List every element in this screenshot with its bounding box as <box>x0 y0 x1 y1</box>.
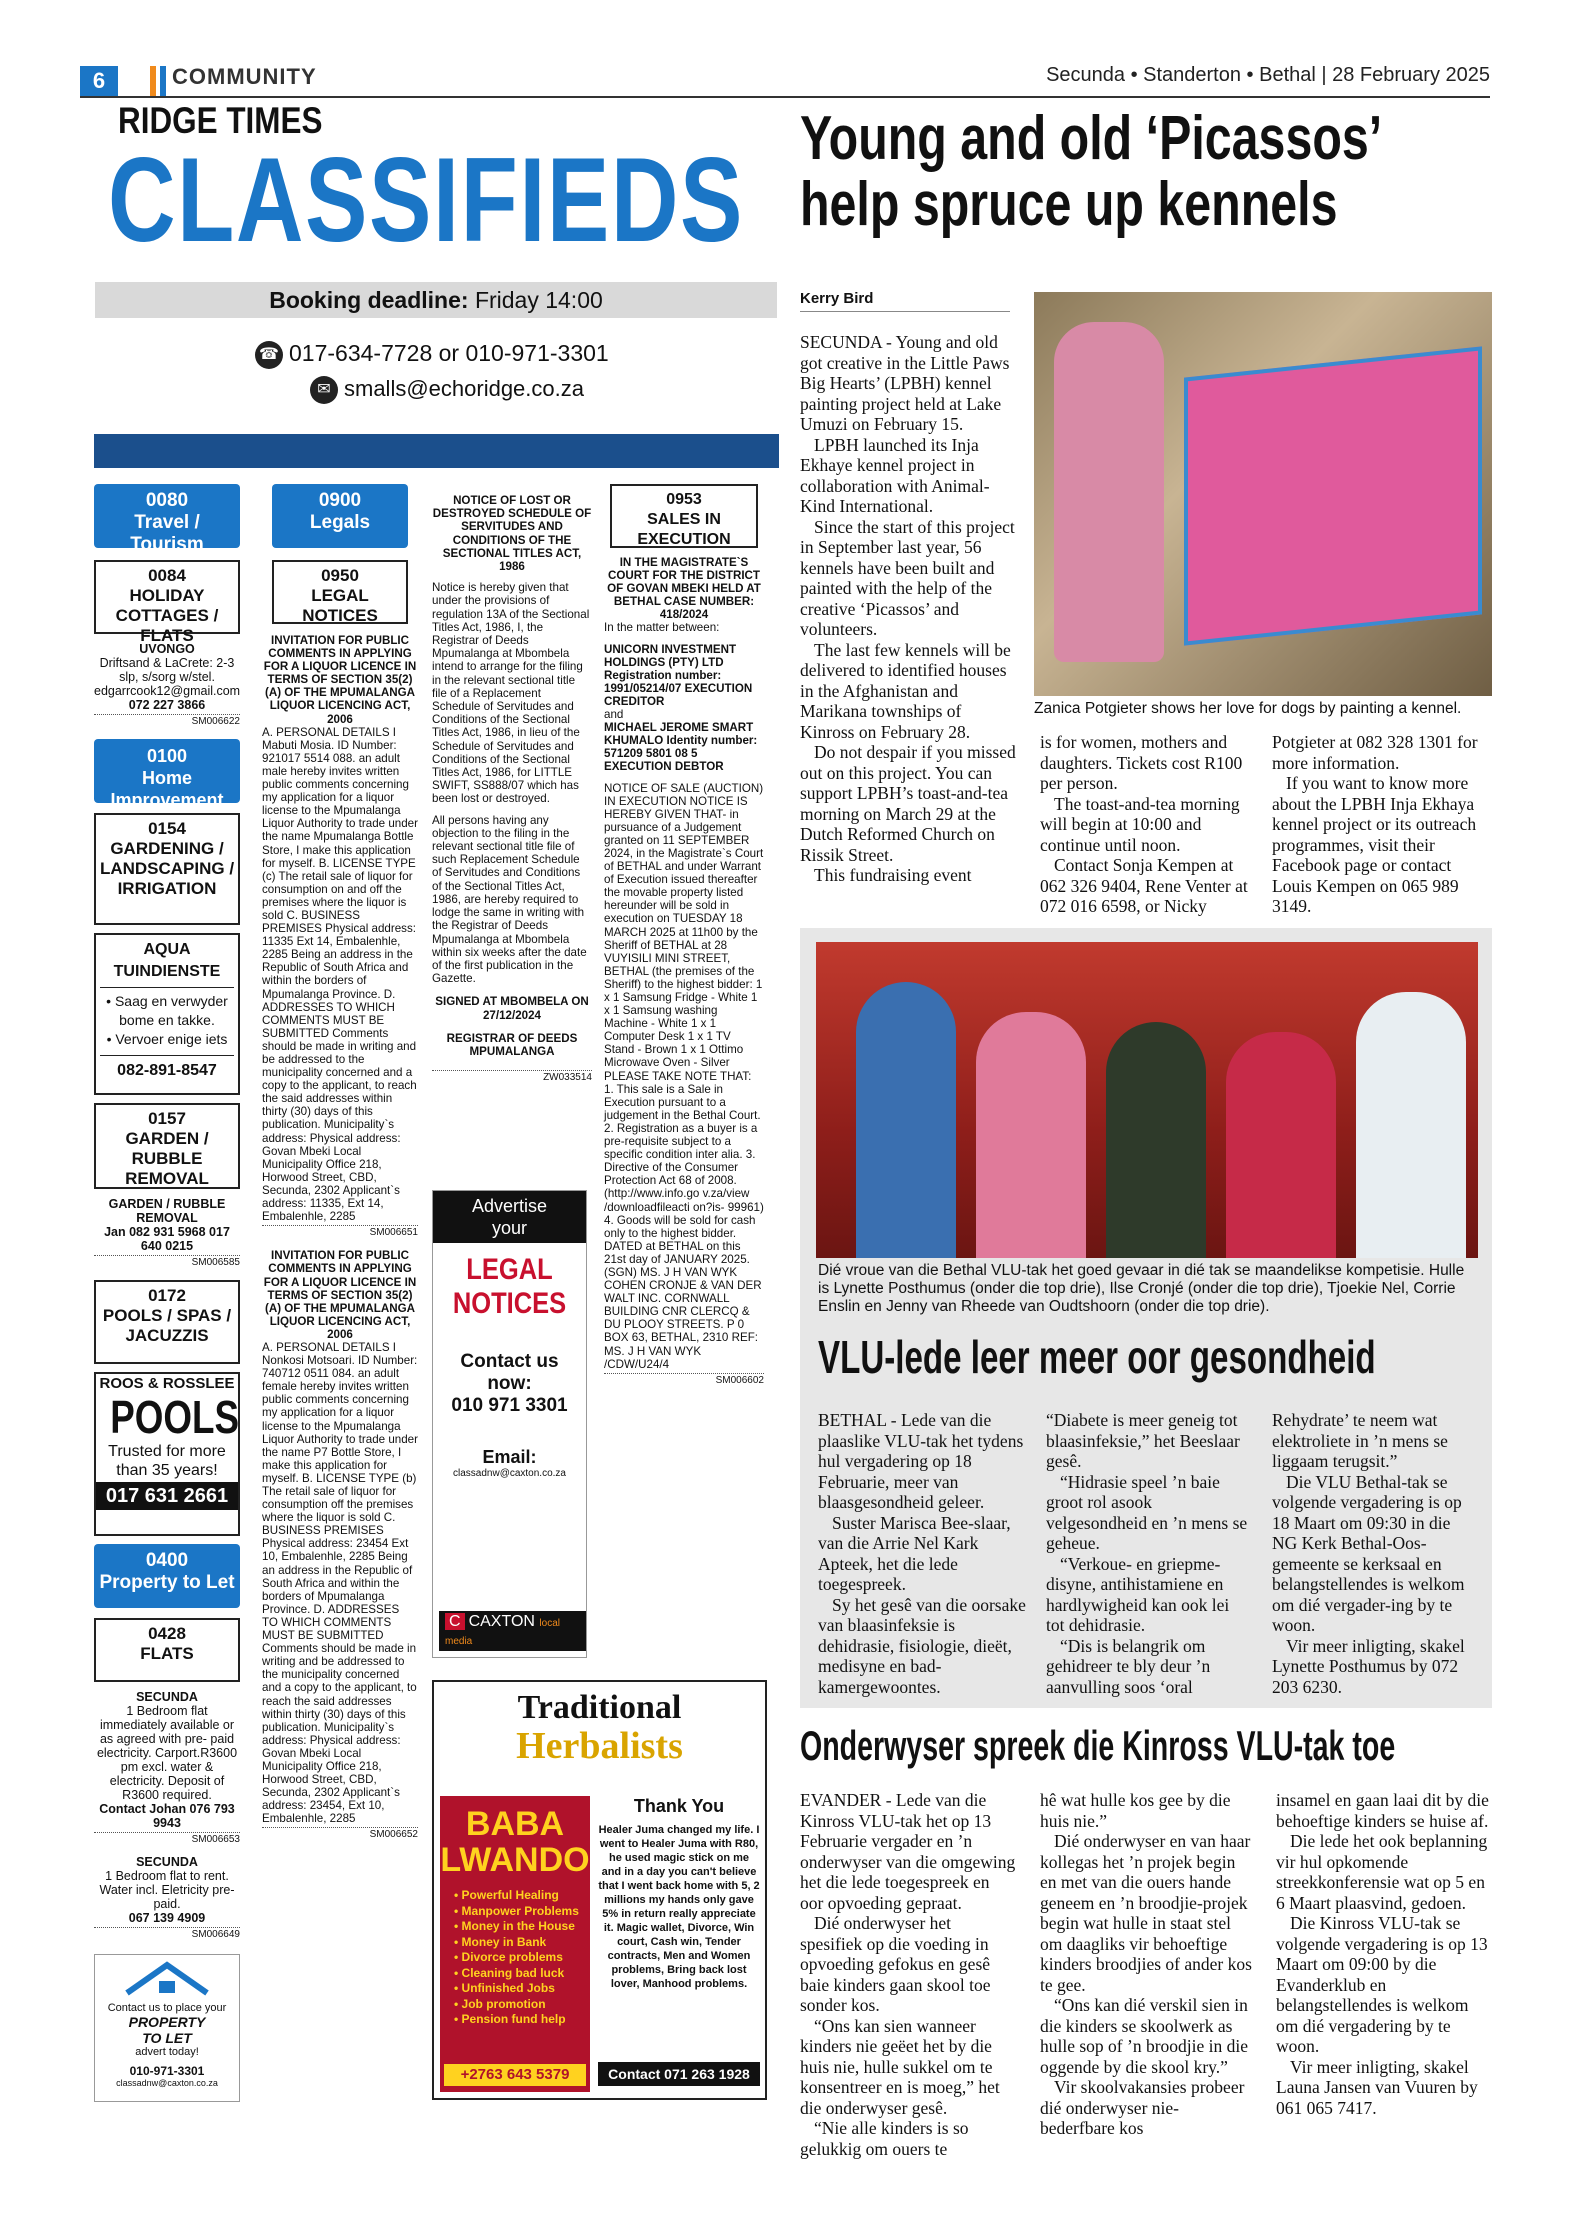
ad-uvongo <box>94 642 240 729</box>
ad-ref: SM006585 <box>94 1255 240 1270</box>
ad-email: classadnw@caxton.co.za <box>116 2078 218 2088</box>
ad-pools <box>94 1372 240 1536</box>
paragraph: Dié onderwyser en van haar kollegas het ’n projek begin en met van die ouers hande geneem en ’n broodjie-projek begin wat hulle in staat stel om daagliks vir behoeftige kinders broodjies of ander kos te gee. <box>1040 1831 1252 1995</box>
woman-figure <box>1226 1032 1336 1258</box>
ad-text: Driftsand & LaCrete: 2-3 slp, s/sorg w/stel. edgarrcook12@gmail.com <box>94 656 241 698</box>
paragraph: The toast-and-tea morning will begin at 10:00 and continue until noon. <box>1040 793 1240 855</box>
notice-ref: SM006652 <box>262 1827 418 1841</box>
headline-picassos <box>800 106 1471 238</box>
ad-phone: 067 139 4909 <box>128 1911 206 1925</box>
category-0080: 0080 Travel / Tourism <box>94 484 240 548</box>
ad-word: POOLS <box>110 1391 240 1443</box>
paragraph: “Ons kan dié verskil sien in die kinders se skoolwerk as hulle sop of ’n broodjie in die oggende by die skool kry.” <box>1040 1995 1249 2077</box>
ad-phone: Jan 082 931 5968 017 640 0215 <box>104 1225 230 1253</box>
article-text <box>818 1410 1026 1697</box>
divider <box>100 1055 234 1056</box>
ad-title: GARDEN / RUBBLE REMOVAL <box>108 1197 226 1225</box>
paragraph: Contact Sonja Kempen at 062 326 9404, Rene Venter at 072 016 6598, or Nicky <box>1040 855 1248 916</box>
paragraph: Suster Marisca Bee-slaar, van die Arrie Nel Kark Apteek, het die lede toegespreek. <box>818 1512 1011 1594</box>
brand: CAXTON <box>468 1613 535 1630</box>
paragraph: LPBH launched its Inja Ekhaye kennel project in collaboration with Animal-Kind International. <box>800 434 990 516</box>
contact-phone <box>255 340 609 369</box>
woman-figure <box>856 982 956 1258</box>
subcategory-0953: 0953 SALES IN EXECUTION <box>610 484 758 548</box>
category-0900: 0900 Legals <box>272 484 408 548</box>
classifieds-col-1 <box>94 484 240 2102</box>
ad-text: 1 Bedroom flat to rent. Water incl. Eletricity pre-paid. <box>99 1869 235 1911</box>
kennel-photo <box>1034 292 1492 696</box>
ad-phone: 010-971-3301 <box>129 2064 205 2078</box>
ad-property-to-let <box>94 1954 240 2102</box>
lost-schedule-notice <box>432 494 592 1084</box>
notice-body: MICHAEL JEROME SMART KHUMALO Identity number: 571209 5801 08 5 EXECUTION DEBTOR <box>604 721 758 774</box>
paragraph: insamel en gaan laai dit by die behoeftige kinders se huise af. <box>1276 1790 1489 1831</box>
booking-deadline <box>95 282 777 318</box>
phone-number: 017-634-7728 or 010-971-3301 <box>289 340 609 366</box>
notice-body: UNICORN INVESTMENT HOLDINGS (PTY) LTD Registration number: 1991/05214/07 EXECUTION CREDITOR <box>604 642 753 708</box>
ad-contact: Contact Johan 076 793 9943 <box>99 1802 235 1830</box>
ad-brand: ROOS & ROSSLEE <box>99 1375 235 1392</box>
ad-header <box>434 1682 765 1790</box>
contact-email <box>310 376 584 404</box>
publication-name: RIDGE TIMES <box>118 100 323 141</box>
envelope-icon: ✉ <box>310 376 338 404</box>
notice-ref: ZW033514 <box>432 1070 592 1084</box>
sale-in-execution-notice <box>604 556 764 1387</box>
ad-big-word: LEGAL <box>466 1253 553 1286</box>
caxton-logo <box>439 1611 586 1651</box>
ad-text: 1 Bedroom flat immediately available or as agreed with pre- paid electricity. Carport.R3600 pm excl. water & electricity. Deposit of R3600 required. <box>96 1704 238 1802</box>
accent-bar-orange <box>150 66 156 96</box>
service-item: • Job promotion <box>454 1996 546 2011</box>
subcategory-0157: 0157 GARDEN / RUBBLE REMOVAL <box>94 1103 240 1189</box>
ad-email-label: Email: <box>482 1447 537 1467</box>
blue-band <box>94 434 779 468</box>
healer-name: LWANDO <box>440 1841 590 1879</box>
page-number: 6 <box>80 66 118 96</box>
subcategory-0154: 0154 GARDENING / LANDSCAPING / IRRIGATION <box>94 813 240 925</box>
woman-figure <box>976 1012 1086 1258</box>
notice-body: and <box>604 708 624 722</box>
paragraph: “Verkoue- en griepme-disyne, antihistamiene en hardlywigheid kan ook lei tot dehidrasie. <box>1046 1553 1230 1635</box>
article1-col3 <box>1272 732 1492 917</box>
classifieds-col-3 <box>432 494 592 1084</box>
article3-col3 <box>1276 1790 1490 2118</box>
ad-aqua <box>94 933 240 1095</box>
header-rule <box>80 96 1490 98</box>
subcategory-0950: 0950 LEGAL NOTICES <box>272 560 408 624</box>
notice-body: Notice is hereby given that under the provisions of regulation 13A of the Sectional Titles Act, 1986, I, the Registrar of Deeds Mpumalanga at Mbombela intend to arrange for the filing in the relevant sectional title file of a Replacement Schedule of Servitudes and Conditions of the Sectional Titles Act, 1986, in lieu of the Schedule of Servitudes and Conditions of the Sectional Titles Act, 1986, for LITTLE SWIFT, SS888/07 which has been lost or destroyed. <box>432 581 590 806</box>
article3-col2 <box>1040 1790 1252 2139</box>
ad-line: Contact us to place your <box>107 2002 227 2014</box>
deadline-label: Booking deadline: <box>269 287 469 313</box>
service-list <box>440 1878 590 2028</box>
ad-title: SECUNDA <box>136 1690 198 1704</box>
dateline: Secunda • Standerton • Bethal | 28 February 2025 <box>1046 64 1490 86</box>
ad-line: PROPERTY TO LET <box>128 2014 206 2046</box>
healer-name: BABA <box>465 1805 565 1843</box>
ad-title: UVONGO <box>139 642 195 656</box>
paragraph: “Diabete is meer geneig tot blaasinfeksie,” het Beeslaar gesê. <box>1046 1410 1240 1471</box>
notice-ref: SM006651 <box>262 1225 418 1239</box>
paragraph: SECUNDA - Young and old got creative in the Little Paws Big Hearts’ (LPBH) kennel painting project held at Lake Umuzi on February 15. <box>800 332 1010 434</box>
article1-col2 <box>1040 732 1250 917</box>
testimonial-title: Thank You <box>633 1796 725 1816</box>
category-0400: 0400 Property to Let <box>94 1544 240 1608</box>
ad-ref: SM006649 <box>94 1927 240 1942</box>
ad-title: Traditional <box>517 1689 682 1726</box>
divider <box>100 987 234 988</box>
service-item: • Powerful Healing <box>454 1888 559 1902</box>
category-0100: 0100 Home Improvement <box>94 739 240 803</box>
ad-contact: Contact us now: <box>460 1351 559 1394</box>
photo-caption: Zanica Potgieter shows her love for dogs by painting a kennel. <box>1034 700 1462 717</box>
service-item: • Pension fund help <box>454 2012 566 2026</box>
brand-sub: local media <box>445 1618 560 1647</box>
ad-phone: 010 971 3301 <box>451 1395 568 1416</box>
paragraph: Die lede het ook beplanning vir hul opkomende streekkonferensie wat op 5 en 6 Maart plaasvind, gedoen. <box>1276 1831 1488 1913</box>
article-text <box>800 332 1020 886</box>
phone-icon: ☎ <box>255 341 283 369</box>
article-text <box>800 1790 1016 2159</box>
woman-figure <box>1106 1022 1206 1258</box>
girl-figure <box>1054 322 1164 662</box>
notice-body: In the matter between: <box>604 621 720 635</box>
notice-heading: INVITATION FOR PUBLIC COMMENTS IN APPLYING FOR A LIQUOR LICENCE IN TERMS OF SECTION 35(2)(A) OF THE MPUMALANGA LIQUOR LICENCING ACT, 2006 <box>263 634 417 726</box>
women-photo <box>816 942 1478 1258</box>
notice-heading: NOTICE OF LOST OR DESTROYED SCHEDULE OF SERVITUDES AND CONDITIONS OF THE SECTIONAL TITLES ACT, 1986 <box>432 494 592 574</box>
classifieds-col-2 <box>262 484 418 1842</box>
paragraph: Since the start of this project in September last year, 56 kennels have been built and painted with the help of the creative ‘Picassos’ and volunteers. <box>800 516 1015 639</box>
headline-text: Young and old ‘Picassos’ help spruce up kennels <box>800 104 1380 239</box>
woman-figure <box>1356 992 1466 1258</box>
classifieds-title: CLASSIFIEDS <box>108 133 745 267</box>
ad-phone: 017 631 2661 <box>96 1482 238 1510</box>
ad-healer-panel <box>440 1796 590 2092</box>
liquor-notice-1 <box>262 634 418 1239</box>
paragraph: This fundraising event <box>814 865 972 885</box>
notice-body: A. PERSONAL DETAILS I Mabuti Mosia. ID Number: 921017 5514 088. an adult male hereby invites written public comments concerning my application for a liquor license to the Mpumalanga Liquor Authority to trade under the name Mpumalanga Bottle Store, I make this application for myself. B. LICENSE TYPE (c) The retail sale of liquor for consumption on and off the premises where the liquor is sold C. BUSINESS PREMISES Physical address: 11335 Ext 14, Embalenhle, 2285 Being an address in the Republic of South Africa and within the borders of Mpumalanga Province. D. ADDRESSES TO WHICH COMMENTS MUST BE SUBMITTED Comments should be made in writing and be addressed to the municipality concerned and a copy to the applicant, to reach the said addresses within thirty (30) days of this publication. Municipality`s address: Physical address: Govan Mbeki Local Municipality Office 218, Horwood Street, CBD, Secunda, 2302 Applicant`s address: 11335, Ext 14, Embalenhle, 2285 <box>262 725 418 1224</box>
notice-ref: SM006602 <box>604 1373 764 1387</box>
paragraph: “Hidrasie speel ’n baie groot rol asook velgesondheid en ’n mens se geheue. <box>1046 1471 1248 1553</box>
ad-ref: SM006622 <box>94 714 240 729</box>
article-text <box>1040 1790 1252 2139</box>
paragraph: “Dis is belangrik om gehidreer te bly deur ’n aanvulling soos ‘oral <box>1046 1635 1211 1697</box>
ad-line: advert today! <box>135 2046 199 2058</box>
article2-col2 <box>1046 1410 1250 1697</box>
liquor-notice-2 <box>262 1249 418 1841</box>
article-text <box>1276 1790 1490 2118</box>
ad-line: your <box>491 1218 527 1238</box>
ad-line: • Saag en verwyder bome en takke. <box>106 993 228 1028</box>
ad-title: SECUNDA <box>136 1855 198 1869</box>
paragraph: Vir skoolvakansies probeer dié onderwyser nie-bederfbare kos <box>1040 2077 1245 2138</box>
notice-body: All persons having any objection to the filing in the relevant sectional title file of such Replacement Schedule of Servitudes and Conditions of the Sectional Titles Act, 1986, are hereby required to lodge the same in writing with the Registrar of Deeds Mpumalanga at Mbombela within six weeks after the date of the first publication in the Gazette. <box>432 813 587 986</box>
ad-testimonial <box>598 1796 760 2092</box>
article2-col1 <box>818 1410 1026 1697</box>
paragraph: Do not despair if you missed out on this project. You can support LPBH’s toast-and-tea morning on March 29 at the Dutch Reformed Church on Rissik Street. <box>800 742 1016 865</box>
paragraph: “Ons kan sien wanneer kinders nie geëet het by die huis nie, hulle sukkel om te konsentreer en is moeg,” het die onderwyser gesê. <box>800 2015 1000 2118</box>
ad-email: classadnw@caxton.co.za <box>453 1468 566 1479</box>
paragraph: is for women, mothers and daughters. Tickets cost R100 per person. <box>1040 732 1243 793</box>
house-icon <box>117 1959 217 1997</box>
article3-col1 <box>800 1790 1016 2159</box>
paragraph: Die Kinross VLU-tak se volgende vergadering is op 13 Maart om 09:00 by die Evanderklub en belangstellendes is welkom om dié vergadering by te woon. <box>1276 1913 1488 2056</box>
notice-body: NOTICE OF SALE (AUCTION) IN EXECUTION NOTICE IS HEREBY GIVEN THAT- in pursuance of a Judgement granted on 11 SEPTEMBER 2024, in the Magistrate`s Court of BETHAL and under Warrant of Execution issued thereafter the movable property listed hereunder will be sold in execution on TUESDAY 18 MARCH 2025 at 11h00 by the Sheriff of BETHAL at 28 VUYISILI MINI STREET, BETHAL (the premises of the Sheriff) to the highest bidder: 1 x 1 Samsung Fridge - White 1 x 1 Samsung washing Machine - White 1 x 1 Computer Desk 1 x 1 TV Stand - Brown 1 x 1 Ottimo Microwave Oven - Silver PLEASE TAKE NOTE THAT: 1. This sale is a Sale in Execution pursuant to a judgement in the Bethal Court. 2. Registration as a buyer is a pre-requisite subject to a specific condition inter alia. 3. Directive of the Consumer Protection Act 68 of 2008. (http://www.info.go v.za/view /downloadfileacti on?is- 99961) 4. Goods will be sold for cash only to the highest bidder. DATED at BETHAL on this 21st day of JANUARY 2025. (SGN) MS. J H VAN WYK COHEN CRONJE & VAN DER WALT INC. CORNWALL BUILDING CNR CLERCQ & DU PLOOY STREETS. P 0 BOX 63, BETHAL, 2310 REF: MS. J H VAN WYK /CDW/U24/4 <box>604 781 764 1371</box>
ad-title: AQUA TUINDIENSTE <box>113 941 221 980</box>
paragraph: Sy het gesê van die oorsake van blaasinfeksie is dehidrasie, fisiologie, dieët, medisyne en bad-kamergewoontes. <box>818 1594 1026 1697</box>
headline-onderwyser: Onderwyser spreek die Kinross VLU-tak toe <box>800 1722 1396 1769</box>
notice-heading: INVITATION FOR PUBLIC COMMENTS IN APPLYING FOR A LIQUOR LICENCE IN TERMS OF SECTION 35(2)(A) OF THE MPUMALANGA LIQUOR LICENCING ACT, 2006 <box>263 1249 417 1341</box>
paragraph: “Nie alle kinders is so gelukkig om ouers te <box>800 2118 969 2159</box>
subcategory-0428: 0428 FLATS <box>94 1618 240 1682</box>
classifieds-col-4 <box>604 484 764 1387</box>
paragraph: Dié onderwyser het spesifiek op die voeding in opvoeding gefokus en gesê baie kinders gaan skool toe sonder kos. <box>800 1913 991 2015</box>
article2-col3 <box>1272 1410 1478 1697</box>
service-item: • Divorce problems <box>454 1950 563 1964</box>
notice-heading: IN THE MAGISTRATE`S COURT FOR THE DISTRICT OF GOVAN MBEKI HELD AT BETHAL CASE NUMBER: 418/2024 <box>607 556 761 622</box>
testimonial-text: Healer Juma changed my life. I went to Healer Juma with R80, he used magic stick on me and in a day you can't believe that I went back home with 5, 2 millions my hands only gave 5% in return really appreciate it. Magic wallet, Divorce, Win court, Cash win, Tender contracts, Men and Women problems, Bring back lost lover, Manhood problems. <box>598 1824 760 1990</box>
ad-phone: 082-891-8547 <box>117 1062 217 1079</box>
article1-col1 <box>800 332 1020 886</box>
service-item: • Unfinished Jobs <box>454 1981 555 1995</box>
ad-phone: +2763 643 5379 <box>444 2064 586 2086</box>
paragraph: EVANDER - Lede van die Kinross VLU-tak het op 13 Februarie vergader en ’n onderwyser van die omgewing het die lede toegespreek en oor opvoeding gepraat. <box>800 1790 1016 1913</box>
paragraph: hê wat hulle kos gee by die huis nie.” <box>1040 1790 1231 1831</box>
article-text <box>1046 1410 1250 1697</box>
email-address: smalls@echoridge.co.za <box>344 376 584 401</box>
paragraph: Rehydrate’ te neem wat elektroliete in ’n mens se liggaam terugsit.” <box>1272 1410 1448 1471</box>
section-name: COMMUNITY <box>172 64 317 89</box>
ad-flat-1 <box>94 1690 240 1847</box>
byline: Kerry Bird <box>800 290 1010 312</box>
caxton-c-icon: C <box>445 1613 465 1630</box>
paragraph: Vir meer inligting, skakel Launa Jansen van Vuuren by 061 065 7417. <box>1276 2056 1478 2118</box>
notice-signed: SIGNED AT MBOMBELA ON 27/12/2024 <box>435 995 589 1022</box>
ad-ref: SM006653 <box>94 1832 240 1847</box>
ad-tagline: Trusted for more than 35 years! <box>108 1443 226 1479</box>
article-text <box>1272 732 1492 917</box>
ad-contact: Contact 071 263 1928 <box>598 2062 760 2086</box>
article-text <box>1272 1410 1478 1697</box>
ad-banner <box>433 1191 586 1243</box>
ad-flat-2 <box>94 1855 240 1942</box>
ad-phone: 072 227 3866 <box>128 698 206 712</box>
notice-body: A. PERSONAL DETAILS I Nonkosi Motsoari. ID Number: 740712 0511 084. an adult female hereby invites written public comments concerning my application for a liquor license to the Mpumalanga Liquor Authority to trade under the name P7 Bottle Store, I make this application for myself. B. LICENSE TYPE (b) The retail sale of liquor for consumption off the premises where the liquor is sold C. BUSINESS PREMISES Physical address: 23454 Ext 10, Embalenhle, 2285 Being an address in the Republic of South Africa and within the borders of Mpumalanga Province. D. ADDRESSES TO WHICH COMMENTS MUST BE SUBMITTED Comments should be made in writing and be addressed to the municipality concerned and a copy to the applicant, to reach the said addresses within thirty (30) days of this publication. Municipality`s address: Physical address: Govan Mbeki Local Municipality Office 218, Horwood Street, CBD, Secunda, 2302 Applicant`s address: 23454, Ext 10, Embalenhle, 2285 <box>262 1340 418 1826</box>
subcategory-0172: 0172 POOLS / SPAS / JACUZZIS <box>94 1280 240 1364</box>
ad-big-word: NOTICES <box>452 1287 567 1320</box>
article-text <box>1040 732 1250 917</box>
ad-line: Advertise <box>471 1196 548 1216</box>
ad-title: Herbalists <box>516 1725 683 1767</box>
accent-bar-blue <box>160 66 166 96</box>
paragraph: Die VLU Bethal-tak se volgende vergadering is op 18 Maart om 09:30 in die NG Kerk Bethal-Oos-gemeente se kerksaal en belangstellendes is welkom om dié vergader-ing by te woon. <box>1272 1471 1465 1635</box>
headline-vlu-gesondheid: VLU-lede leer meer oor gesondheid <box>818 1331 1376 1383</box>
notice-registrar: REGISTRAR OF DEEDS MPUMALANGA <box>446 1031 578 1058</box>
paragraph: BETHAL - Lede van die plaaslike VLU-tak het tydens hul vergadering op 18 Februarie, meer van blaasgesondheid geleer. <box>818 1410 1024 1512</box>
painted-kennel <box>1184 346 1482 645</box>
service-item: • Money in the House <box>454 1919 575 1933</box>
ad-legal-notices <box>432 1190 587 1658</box>
service-item: • Money in Bank <box>454 1934 547 1949</box>
service-item: • Cleaning bad luck <box>454 1965 565 1980</box>
paragraph: Potgieter at 082 328 1301 for more information. <box>1272 732 1478 773</box>
ad-herbalists <box>432 1680 767 2100</box>
photo-caption: Dié vroue van die Bethal VLU-tak het goed gevaar in dié tak se maandelikse kompetisie. Hulle is Lynette Posthumus (onder die top drie), Ilse Cronjé (onder die top drie), Tjoekie Nel, Corrie Enslin en Jenny van Rheede van Oudtshoorn (onder die top drie). <box>818 1262 1465 1315</box>
deadline-value: Friday 14:00 <box>474 287 603 313</box>
paragraph: Vir meer inligting, skakel Lynette Posthumus by 072 203 6230. <box>1272 1635 1465 1697</box>
subcategory-0084: 0084 HOLIDAY COTTAGES / FLATS <box>94 560 240 634</box>
service-item: • Manpower Problems <box>454 1903 579 1918</box>
ad-garden <box>94 1197 240 1270</box>
paragraph: If you want to know more about the LPBH Inja Ekhaya kennel project or its outreach programmes, visit their Facebook page or contact Louis Kempen on 065 989 3149. <box>1272 773 1477 916</box>
paragraph: The last few kennels will be delivered to identified houses in the Afghanistan and Marikana townships of Kinross on February 28. <box>800 639 1011 742</box>
ad-line: • Vervoer enige iets <box>106 1031 228 1047</box>
